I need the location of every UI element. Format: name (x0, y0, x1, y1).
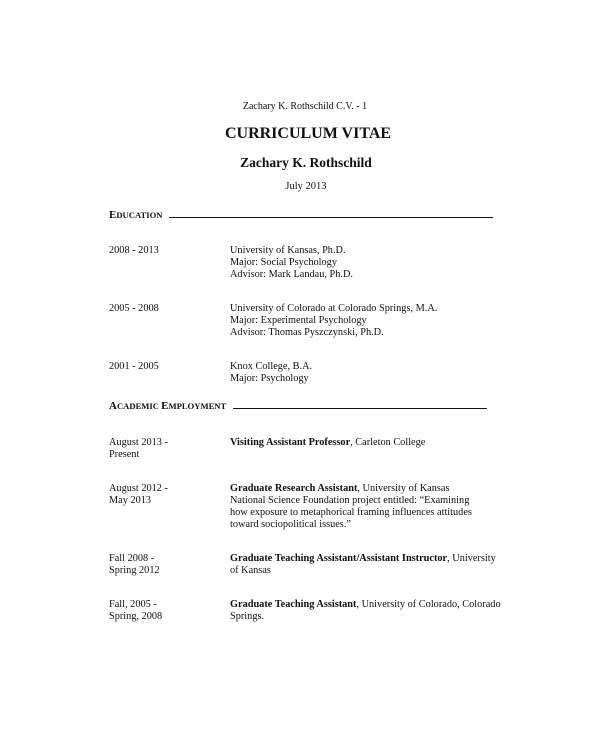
entry-dates (109, 437, 219, 461)
employment-heading (109, 399, 487, 412)
entry-date-line: Present (109, 449, 140, 460)
entry-dates (109, 553, 219, 577)
position-title: Graduate Teaching Assistant/Assistant Instructor (230, 553, 448, 564)
entry-line: Advisor: Thomas Pyszczynski, Ph.D. (230, 327, 384, 338)
entry-date-line: 2001 - 2005 (109, 361, 159, 372)
entry-description (230, 599, 505, 623)
entry-date-line: Fall 2008 - (109, 553, 155, 564)
entry-line: University of Kansas, Ph.D. (230, 245, 346, 256)
entry-date-line: Spring, 2008 (109, 611, 163, 622)
employment-heading-rest-1: CADEMIC (116, 401, 162, 411)
position-title: Graduate Teaching Assistant (230, 599, 357, 610)
entry-dates (109, 245, 219, 257)
entry-description (230, 245, 505, 281)
document-title: CURRICULUM VITAE (224, 125, 392, 142)
entry-description (230, 437, 505, 449)
employment-heading-rest-2: MPLOYMENT (168, 401, 227, 411)
entry-date-line: May 2013 (109, 495, 152, 506)
entry-line: Advisor: Mark Landau, Ph.D. (230, 269, 353, 280)
position-institution: , University (447, 553, 496, 564)
position-title: Visiting Assistant Professor (230, 437, 351, 448)
entry-dates (109, 303, 219, 315)
running-header: Zachary K. Rothschild C.V. - 1 (242, 101, 368, 112)
document-date: July 2013 (285, 181, 327, 192)
entry-date-line: Fall, 2005 - (109, 599, 157, 610)
entry-date-line: August 2013 - (109, 437, 168, 448)
employment-heading-initial-2: E (161, 400, 169, 412)
education-heading (109, 208, 493, 221)
position-title: Graduate Research Assistant (230, 483, 358, 494)
entry-description (230, 483, 505, 531)
entry-date-line: August 2012 - (109, 483, 168, 494)
entry-title-line (230, 599, 505, 611)
entry-date-line: 2008 - 2013 (109, 245, 159, 256)
entry-line: University of Colorado at Colorado Springs, M.A. (230, 303, 438, 314)
position-institution: , Carleton College (350, 437, 426, 448)
entry-line: toward sociopolitical issues.” (230, 519, 351, 530)
entry-line: National Science Foundation project entitled: “Examining (230, 495, 470, 506)
entry-dates (109, 599, 219, 623)
person-name: Zachary K. Rothschild (240, 155, 372, 170)
employment-heading-rule (233, 399, 487, 409)
education-heading-initial: E (109, 209, 117, 221)
education-heading-rule (169, 208, 493, 218)
entry-line: Major: Social Psychology (230, 257, 337, 268)
entry-line: Major: Experimental Psychology (230, 315, 367, 326)
position-institution: , University of Kansas (357, 483, 450, 494)
entry-date-line: 2005 - 2008 (109, 303, 159, 314)
entry-line: Knox College, B.A. (230, 361, 313, 372)
entry-title-line (230, 553, 505, 565)
entry-title-line (230, 437, 505, 449)
entry-dates (109, 483, 219, 507)
entry-description (230, 361, 505, 385)
entry-description (230, 303, 505, 339)
entry-title-line (230, 483, 505, 495)
position-institution: , University of Colorado, Colorado (356, 599, 501, 610)
entry-date-line: Spring 2012 (109, 565, 160, 576)
education-heading-rest: DUCATION (116, 210, 163, 220)
entry-line: Major: Psychology (230, 373, 309, 384)
entry-description (230, 553, 505, 577)
entry-line: how exposure to metaphorical framing influences attitudes (230, 507, 472, 518)
entry-line: Springs. (230, 611, 265, 622)
employment-heading-initial-1: A (109, 400, 117, 412)
entry-dates (109, 361, 219, 373)
entry-line: of Kansas (230, 565, 271, 576)
